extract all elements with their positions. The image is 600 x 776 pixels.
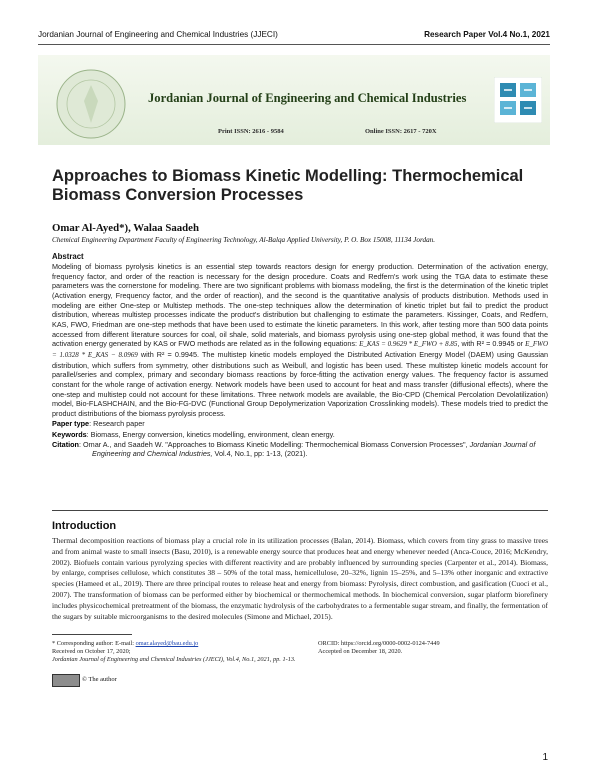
- paper-title-part1: Approaches to Biomass Kinetic Modelling:: [52, 167, 393, 185]
- print-issn: Print ISSN: 2616 - 9584: [218, 128, 284, 135]
- citation-text: : Omar A., and Saadeh W. "Approaches to Biomass Kinetic Modelling: Thermochemical Biomass Conversion Processes",: [78, 439, 470, 449]
- header-rule: [38, 44, 550, 45]
- page-number: 1: [542, 752, 548, 763]
- abstract-part1: Modeling of biomass pyrolysis kinetics is an essential step towards reactors design for energy production. Determination of the activation energy, frequency factor, and order of the reaction is necessary for the design procedure. Coats and Redfern's work using the TGA data to estimate these parameters was the cornerstone for modeling. There are two significant problems with biomass modeling, the first is the determination of the kinetic triplet (Activation energy, Frequency factor, and the order of reaction), and the second is the quantitative analysis of products distribution. Methods used in modeling are either One-step or Multistep methods. The one-step techniques allow the determination of kinetic triplet but fail to predict the product distribution, whereas multistep processes indicate the product's distribution but challenging to estimate the parameters. Kissinger, Coats, and Redfern, KAS, FWO, Friedman are one-step methods that have been used to estimate the kinetic parameters. In this work, after testing more than 500 data points accessed from different literature sources for coal, oil shale, solid materials, and biomass pyrolysis using one-step global method, it was found that the activation energy generated by KAS or FWO methods are related as in the following equations:: [52, 262, 548, 349]
- keywords-label: Keywords: [52, 430, 87, 439]
- journal-banner: [38, 55, 550, 145]
- paper-title-part2: Thermochemical Biomass Conversion Processes: [52, 167, 524, 204]
- citation-journal: Jordanian Journal of Engineering and Chemical Industries,: [92, 439, 536, 458]
- abstract-part2: , with R² = 0.9945 or: [457, 339, 526, 349]
- abstract-heading: Abstract: [52, 252, 84, 261]
- cc-license-icon: [52, 674, 80, 687]
- orcid-link[interactable]: ORCID: https://orcid.org/0000-0002-0124-7449: [318, 640, 440, 647]
- author-list: Omar Al-Ayed*), Walaa Saadeh: [52, 222, 199, 234]
- intro-paragraph: Thermal decomposition reactions of biomass play a crucial role in its utilization processes (Balan, 2014). Biomass, which covers from tiny grass to massive trees and from animal waste to small insects (Basu, 2010), is a renewable energy source that produces heat and energy whenever needed (Anca-Couce, 2016; McKendry, 2002). Biofuels contain various pyrolyzing species with different reactivity and are probably influenced by surrounding species (Carpenter et al., 2014). Biomass, by enlarge, comprises cellulose, which constitutes 38 – 50% of the total mass, hemicellulose, 20–32%, lignin 15–25%, and 5–13% other inorganic and extractive species (Hameed et al., 2019). There are three principal routes to release heat and energy from biomass: Pyrolysis, direct combustion, and gasification (Cuoci et al., 2007). The transformation of biomass can be performed either by biochemical or thermochemical methods. In biochemical conversion, sugar platform biorefinery includes physicochemical pretreatment of the biomass, the enzymatic hydrolysis of the carbohydrates to a fermentable sugar stream, and finally, the fermentation of the sugars by suitable microorganisms to the desired molecules (Simone and Michael, 2015).: [52, 536, 548, 621]
- corresponding-author: [52, 640, 198, 647]
- running-header: [38, 30, 550, 44]
- journal-name: Jordanian Journal of Engineering and Chemical Industries (JJECI): [38, 30, 278, 39]
- section-rule: [52, 510, 548, 511]
- equation-kas: E_KAS = 0.9629 * E_FWO + 8.85: [359, 340, 458, 349]
- intro-heading: Introduction: [52, 520, 117, 532]
- abstract-text: [52, 262, 548, 419]
- paper-type-value: : Research paper: [89, 418, 145, 428]
- paper-type: [52, 419, 548, 429]
- accepted-date: Accepted on December 18, 2020.: [318, 648, 403, 655]
- keywords: [52, 430, 548, 440]
- equation-fwo: E_FWO = 1.0328 * E_KAS − 8.0969: [52, 340, 549, 359]
- copyright: © The author: [82, 676, 117, 683]
- corresponding-label: * Corresponding author: E-mail:: [52, 640, 136, 647]
- paper-info: Research Paper Vol.4 No.1, 2021: [424, 30, 550, 39]
- citation: [52, 440, 548, 459]
- paper-type-label: Paper type: [52, 418, 90, 428]
- keywords-value: : Biomass, Energy conversion, kinetics modelling, environment, clean energy.: [86, 430, 335, 439]
- affiliation: Chemical Engineering Department Faculty of Engineering Technology, Al-Balqa Applied University, P. O. Box 15008, 11134 Jordan.: [52, 236, 436, 244]
- received-date: Received on October 17, 2020;: [52, 648, 131, 655]
- footnote-rule: [52, 634, 132, 635]
- university-seal-icon: [54, 67, 128, 141]
- journal-logo-icon: [494, 77, 542, 123]
- citation-rest: Vol.4, No.1, pp: 1-13, (2021).: [212, 449, 308, 458]
- journal-reference: Jordanian Journal of Engineering and Chemical Industries (JJECI), Vol.4, No.1, 2021, pp. 1-13.: [52, 656, 296, 663]
- citation-label: Citation: [52, 439, 79, 449]
- author-email-link[interactable]: omar.alayed@bau.edu.jo: [135, 640, 199, 647]
- abstract-section: [52, 252, 548, 459]
- abstract-part3: with R² = 0.9945. The multistep kinetic models employed the Distributed Activation Energy Model (DAEM) using Gaussian distribution, which suffers from symmetry, other distributions such as Weibull, and logistic has been used. These multistep kinetic models account for parallel/series and complex, primary and secondary biomass reactions by force-fitting the activation energy values. The frequency factor is assumed constant for the whole range of activation energy. Network models have been used to account for heat and mass transfer (diffusional effects), where the one-step and multistep could not account for these limitations. Three network models are available, the Bio-CPD (Chemical Percolation Devolatilization) model, Bio-FLASHCHAIN, and the Bio-FG-DVC (Functional Group Depolymerization Vaporization Crosslinking models). These models tried to predict the product distributions of the biomass pyrolysis process.: [52, 349, 549, 418]
- online-issn: Online ISSN: 2617 - 720X: [365, 128, 437, 135]
- paper-title: [52, 167, 552, 205]
- banner-title: Jordanian Journal of Engineering and Chemical Industries: [148, 91, 467, 105]
